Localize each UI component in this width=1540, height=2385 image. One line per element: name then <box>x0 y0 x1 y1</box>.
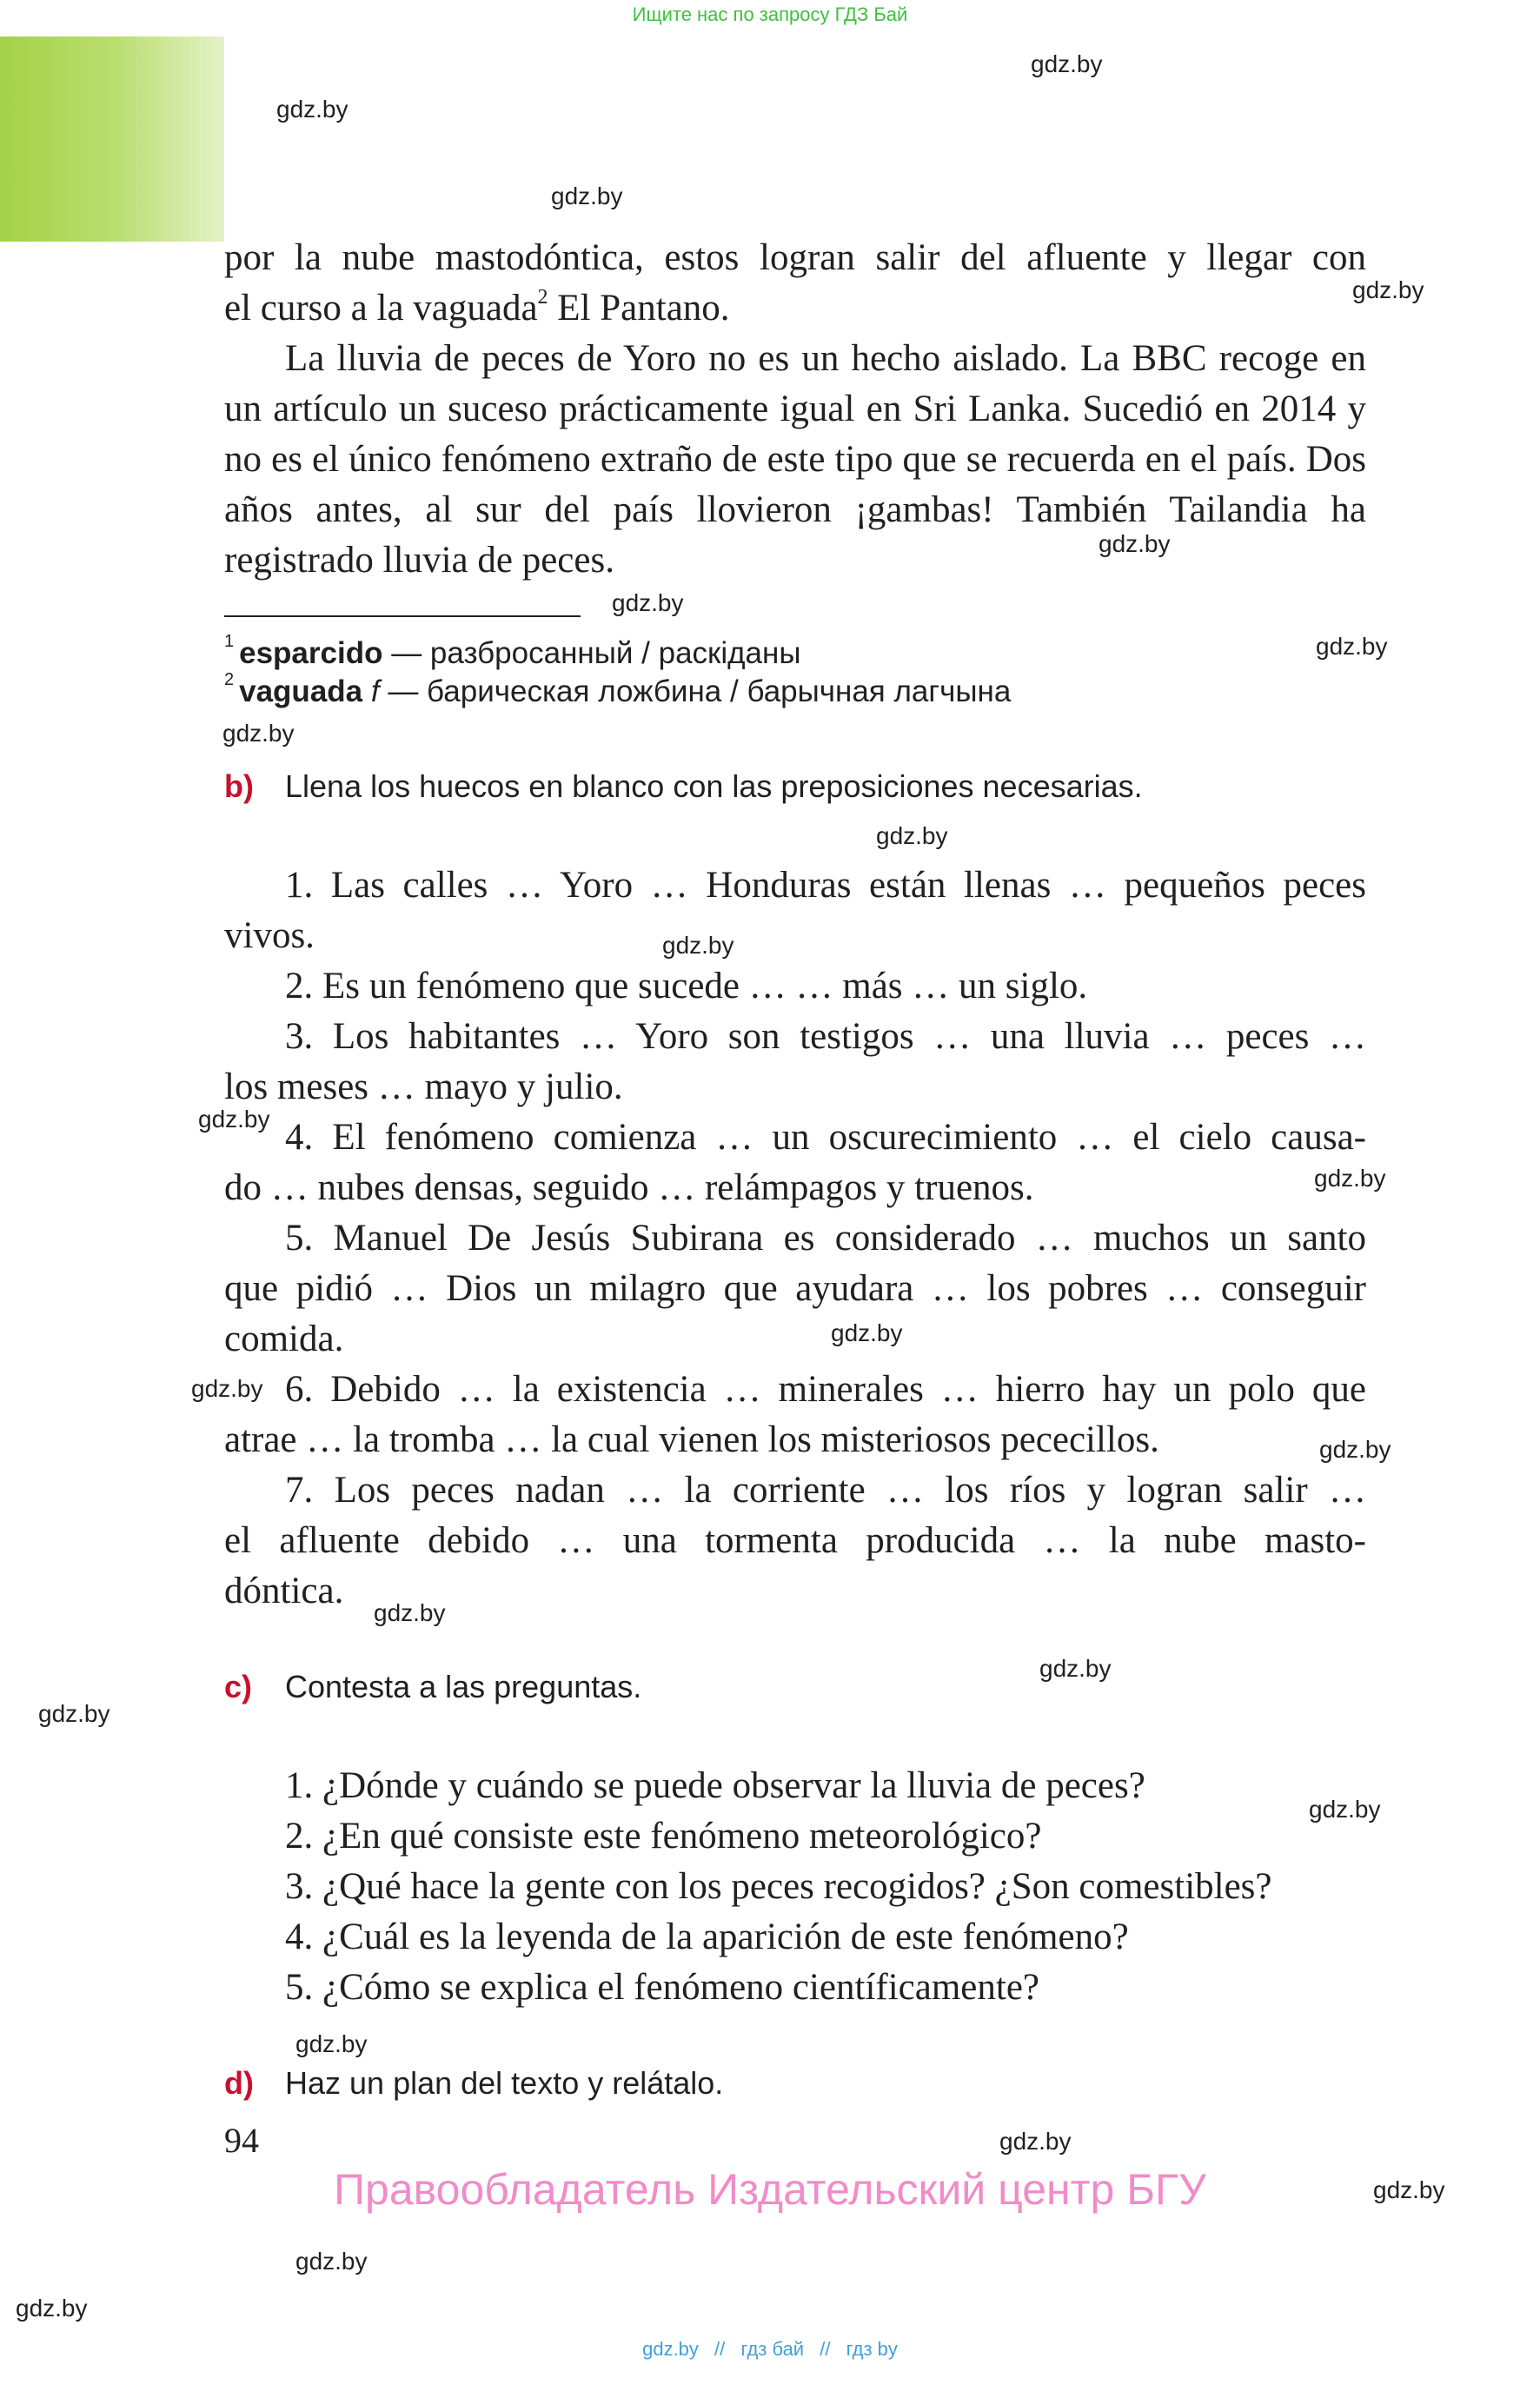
watermark: gdz.by <box>551 183 623 209</box>
footer-link[interactable]: гдз бай <box>740 2338 805 2360</box>
exercise-item-cont: atrae … la tromba … la cual vienen los misteriosos pececillos. <box>224 1419 1159 1460</box>
task-b-instruction: b) Llena los huecos en blanco con las preposiciones necesarias. <box>224 768 1143 804</box>
watermark: gdz.by <box>222 720 295 747</box>
footer-separator: // <box>714 2338 726 2360</box>
question-item: 1. ¿Dónde y cuándo se puede observar la lluvia de peces? <box>285 1765 1145 1806</box>
watermark: gdz.by <box>1316 633 1388 660</box>
watermark: gdz.by <box>612 589 684 616</box>
reading-line: por la nube mastodóntica, estos logran salir del afluente y llegar con <box>224 237 1366 278</box>
question-item: 4. ¿Cuál es la leyenda de la aparición de este fenómeno? <box>285 1917 1129 1957</box>
question-item: 2. ¿En qué consiste este fenómeno meteorológico? <box>285 1816 1042 1857</box>
exercise-item: 4. El fenómeno comienza … un oscurecimiento … el cielo causa- <box>285 1117 1366 1158</box>
copyright-holder: Правообладатель Издательский центр БГУ <box>334 2165 1206 2214</box>
exercise-item: 3. Los habitantes … Yoro son testigos … una lluvia … peces … <box>285 1016 1366 1057</box>
watermark: gdz.by <box>198 1106 270 1133</box>
watermark: gdz.by <box>1314 1165 1386 1192</box>
footer-links <box>0 2338 1540 2361</box>
footer-link[interactable]: gdz.by <box>642 2338 699 2360</box>
exercise-item-cont: que pidió … Dios un milagro que ayudara … los pobres … conseguir <box>224 1268 1366 1309</box>
question-item: 5. ¿Cómo se explica el fenómeno científicamente? <box>285 1967 1039 2008</box>
exercise-item-cont: vivos. <box>224 915 315 956</box>
exercise-item: 1. Las calles … Yoro … Honduras están llenas … pequeños peces <box>285 865 1366 906</box>
exercise-item: 2. Es un fenómeno que sucede … … más … un siglo. <box>285 966 1088 1006</box>
exercise-item-cont: dóntica. <box>224 1571 344 1611</box>
reading-paragraph: La lluvia de peces de Yoro no es un hecho aislado. La BBC recoge en un artículo un suceso prácticamente igual en Sri Lanka. Sucedió en 2014 y no es el único fenómeno extraño de este tipo que se recuerda en el país. Dos años antes, al sur del país llovieron ¡gambas! También Tailandia ha registrado lluvia de peces. <box>224 338 1366 581</box>
exercise-item-cont: comida. <box>224 1319 344 1359</box>
footer-link[interactable]: гдз by <box>846 2338 898 2360</box>
footnote-ref: 2 <box>537 285 548 309</box>
footnote-divider <box>224 615 581 617</box>
watermark: gdz.by <box>295 2248 368 2275</box>
watermark: gdz.by <box>876 822 948 849</box>
task-c-instruction: c) Contesta a las preguntas. <box>224 1669 642 1704</box>
watermark: gdz.by <box>1039 1655 1112 1682</box>
exercise-item-cont: el afluente debido … una tormenta producida … la nube masto- <box>224 1520 1366 1561</box>
top-banner: Ищите нас по запросу ГДЗ Бай <box>632 3 908 25</box>
watermark: gdz.by <box>295 2030 368 2057</box>
watermark: gdz.by <box>662 932 734 959</box>
watermark: gdz.by <box>38 1700 110 1727</box>
page-number: 94 <box>224 2121 259 2160</box>
watermark: gdz.by <box>1352 276 1424 303</box>
task-d-instruction: d) Haz un plan del texto y relátalo. <box>224 2065 724 2101</box>
green-corner-block <box>0 37 224 242</box>
exercise-item-cont: los meses … mayo y julio. <box>224 1066 623 1107</box>
exercise-item-cont: do … nubes densas, seguido … relámpagos y truenos. <box>224 1167 1034 1208</box>
watermark: gdz.by <box>1309 1796 1381 1823</box>
footnote: $^1$ esparcido — разбросанный / раскіданы <box>224 632 801 670</box>
watermark: gdz.by <box>16 2295 88 2322</box>
exercise-item: 7. Los peces nadan … la corriente … los ríos y logran salir … <box>285 1470 1366 1511</box>
footer-separator: // <box>820 2338 831 2360</box>
question-item: 3. ¿Qué hace la gente con los peces recogidos? ¿Son comestibles? <box>285 1866 1272 1907</box>
watermark: gdz.by <box>276 96 348 123</box>
watermark: gdz.by <box>1031 50 1103 77</box>
footnote: $^2$ vaguada f — барическая ложбина / барычная лагчына <box>224 670 1012 708</box>
exercise-item: 6. Debido … la existencia … minerales … hierro hay un polo que <box>285 1369 1366 1410</box>
watermark: gdz.by <box>1319 1436 1391 1463</box>
watermark: gdz.by <box>191 1375 263 1402</box>
watermark: gdz.by <box>831 1319 903 1346</box>
watermark: gdz.by <box>374 1599 446 1626</box>
watermark: gdz.by <box>999 2128 1072 2155</box>
watermark: gdz.by <box>1373 2176 1445 2203</box>
reading-line: el curso a la vaguada$^2$ El Pantano. <box>224 285 730 329</box>
watermark: gdz.by <box>1099 530 1171 557</box>
exercise-item: 5. Manuel De Jesús Subirana es considerado … muchos un santo <box>285 1218 1366 1259</box>
